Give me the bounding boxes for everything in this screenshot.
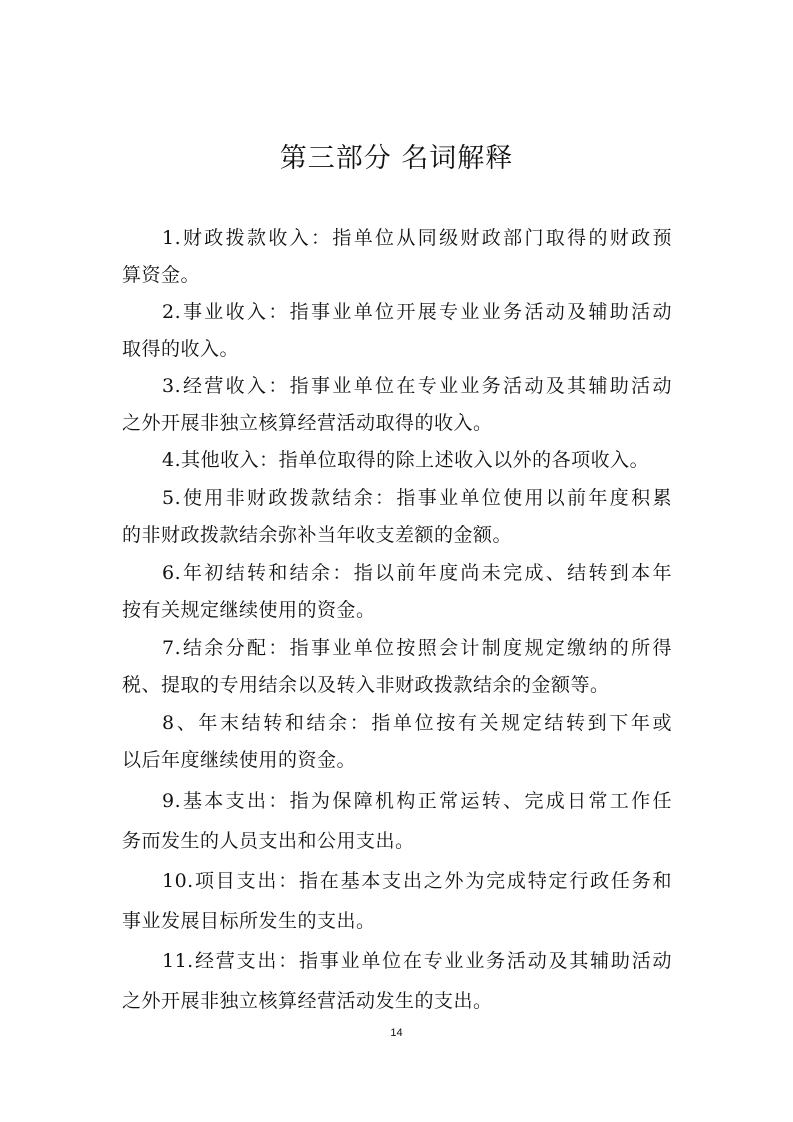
definition-item [122, 220, 672, 294]
definition-line: 9.基本支出：指为保障机构正常运转、完成日常工作任 [162, 790, 672, 812]
definition-line: 10.项目支出：指在基本支出之外为完成特定行政任务和 [162, 870, 672, 892]
definition-line: 事业发展目标所发生的支出。 [122, 910, 376, 932]
definition-line: 2.事业收入：指事业单位开展专业业务活动及辅助活动 [162, 301, 672, 323]
definition-line: 之外开展非独立核算经营活动发生的支出。 [122, 990, 493, 1012]
definition-item [122, 442, 672, 479]
definition-item [122, 480, 672, 554]
definition-item [122, 781, 672, 861]
definition-line: 7.结余分配：指事业单位按照会计制度规定缴纳的所得 [162, 637, 672, 659]
definition-line: 8、年末结转和结余：指单位按有关规定结转到下年或 [162, 712, 672, 734]
definition-line: 按有关规定继续使用的资金。 [122, 599, 376, 621]
definition-line: 之外开展非独立核算经营活动取得的收入。 [122, 412, 493, 434]
definition-item [122, 368, 672, 442]
definition-item [122, 705, 672, 779]
definition-line: 4.其他收入：指单位取得的除上述收入以外的各项收入。 [162, 449, 650, 471]
page-number: 14 [390, 1027, 403, 1039]
definition-line: 11.经营支出：指事业单位在专业业务活动及其辅助活动 [162, 950, 672, 972]
definition-line: 算资金。 [122, 264, 201, 286]
definition-item [122, 630, 672, 704]
definition-item [122, 294, 672, 368]
definition-line: 3.经营收入：指事业单位在专业业务活动及其辅助活动 [162, 375, 672, 397]
definition-line: 1.财政拨款收入：指单位从同级财政部门取得的财政预 [162, 227, 672, 249]
definition-line: 的非财政拨款结余弥补当年收支差额的金额。 [122, 524, 513, 546]
definition-line: 取得的收入。 [122, 338, 240, 360]
page-title: 第三部分 名词解释 [279, 143, 514, 174]
definition-line: 5.使用非财政拨款结余：指事业单位使用以前年度积累 [162, 487, 672, 509]
definition-line: 以后年度继续使用的资金。 [122, 749, 357, 771]
definition-item [122, 861, 672, 941]
definition-line: 税、提取的专用结余以及转入非财政拨款结余的金额等。 [122, 674, 610, 696]
definition-line: 6.年初结转和结余：指以前年度尚未完成、结转到本年 [162, 562, 672, 584]
definition-item [122, 941, 672, 1021]
definition-line: 务而发生的人员支出和公用支出。 [122, 830, 415, 852]
definition-item [122, 555, 672, 629]
